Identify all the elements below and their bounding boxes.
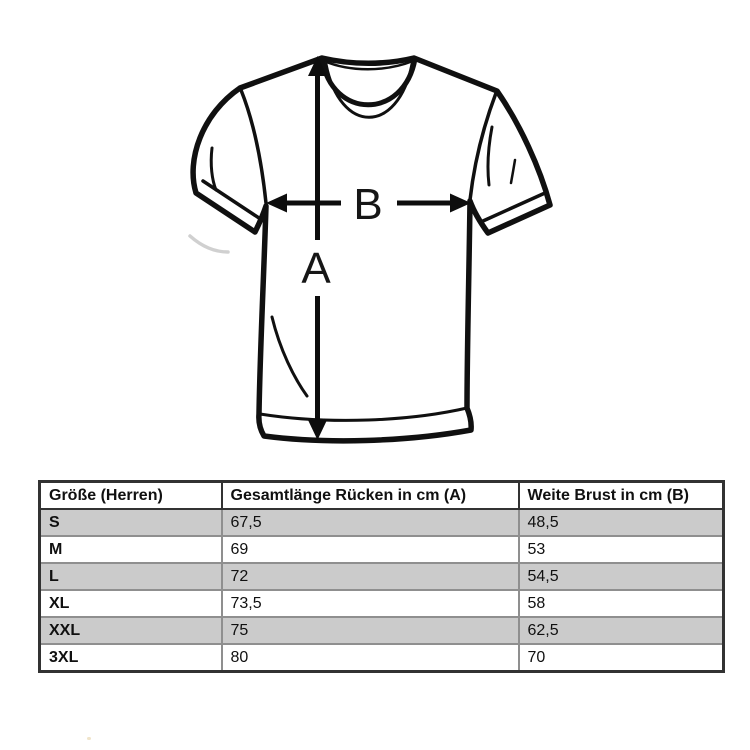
table-header-row (40, 482, 724, 510)
header-size: Größe (Herren) (40, 482, 222, 510)
table-row (40, 617, 724, 644)
header-width: Weite Brust in cm (B) (519, 482, 724, 510)
size-table (38, 480, 725, 673)
length-cell: 67,5 (222, 509, 519, 536)
table-row (40, 536, 724, 563)
size-cell: XL (40, 590, 222, 617)
length-cell: 75 (222, 617, 519, 644)
label-a: A (301, 244, 331, 293)
header-length: Gesamtlänge Rücken in cm (A) (222, 482, 519, 510)
tshirt-drawing (190, 58, 550, 441)
size-cell: S (40, 509, 222, 536)
size-cell: M (40, 536, 222, 563)
label-b: B (353, 180, 383, 229)
artifact-speck (87, 737, 91, 740)
table-row (40, 644, 724, 672)
width-cell: 62,5 (519, 617, 724, 644)
width-cell: 48,5 (519, 509, 724, 536)
size-table-body (40, 509, 724, 672)
length-cell: 69 (222, 536, 519, 563)
table-row (40, 590, 724, 617)
length-cell: 80 (222, 644, 519, 672)
left-cuff-shadow-line (190, 236, 228, 252)
width-cell: 54,5 (519, 563, 724, 590)
width-cell: 53 (519, 536, 724, 563)
table-row (40, 509, 724, 536)
tshirt-outline (193, 58, 550, 441)
size-cell: L (40, 563, 222, 590)
size-cell: XXL (40, 617, 222, 644)
length-cell: 73,5 (222, 590, 519, 617)
length-cell: 72 (222, 563, 519, 590)
table-row (40, 563, 724, 590)
size-cell: 3XL (40, 644, 222, 672)
width-cell: 58 (519, 590, 724, 617)
width-cell: 70 (519, 644, 724, 672)
